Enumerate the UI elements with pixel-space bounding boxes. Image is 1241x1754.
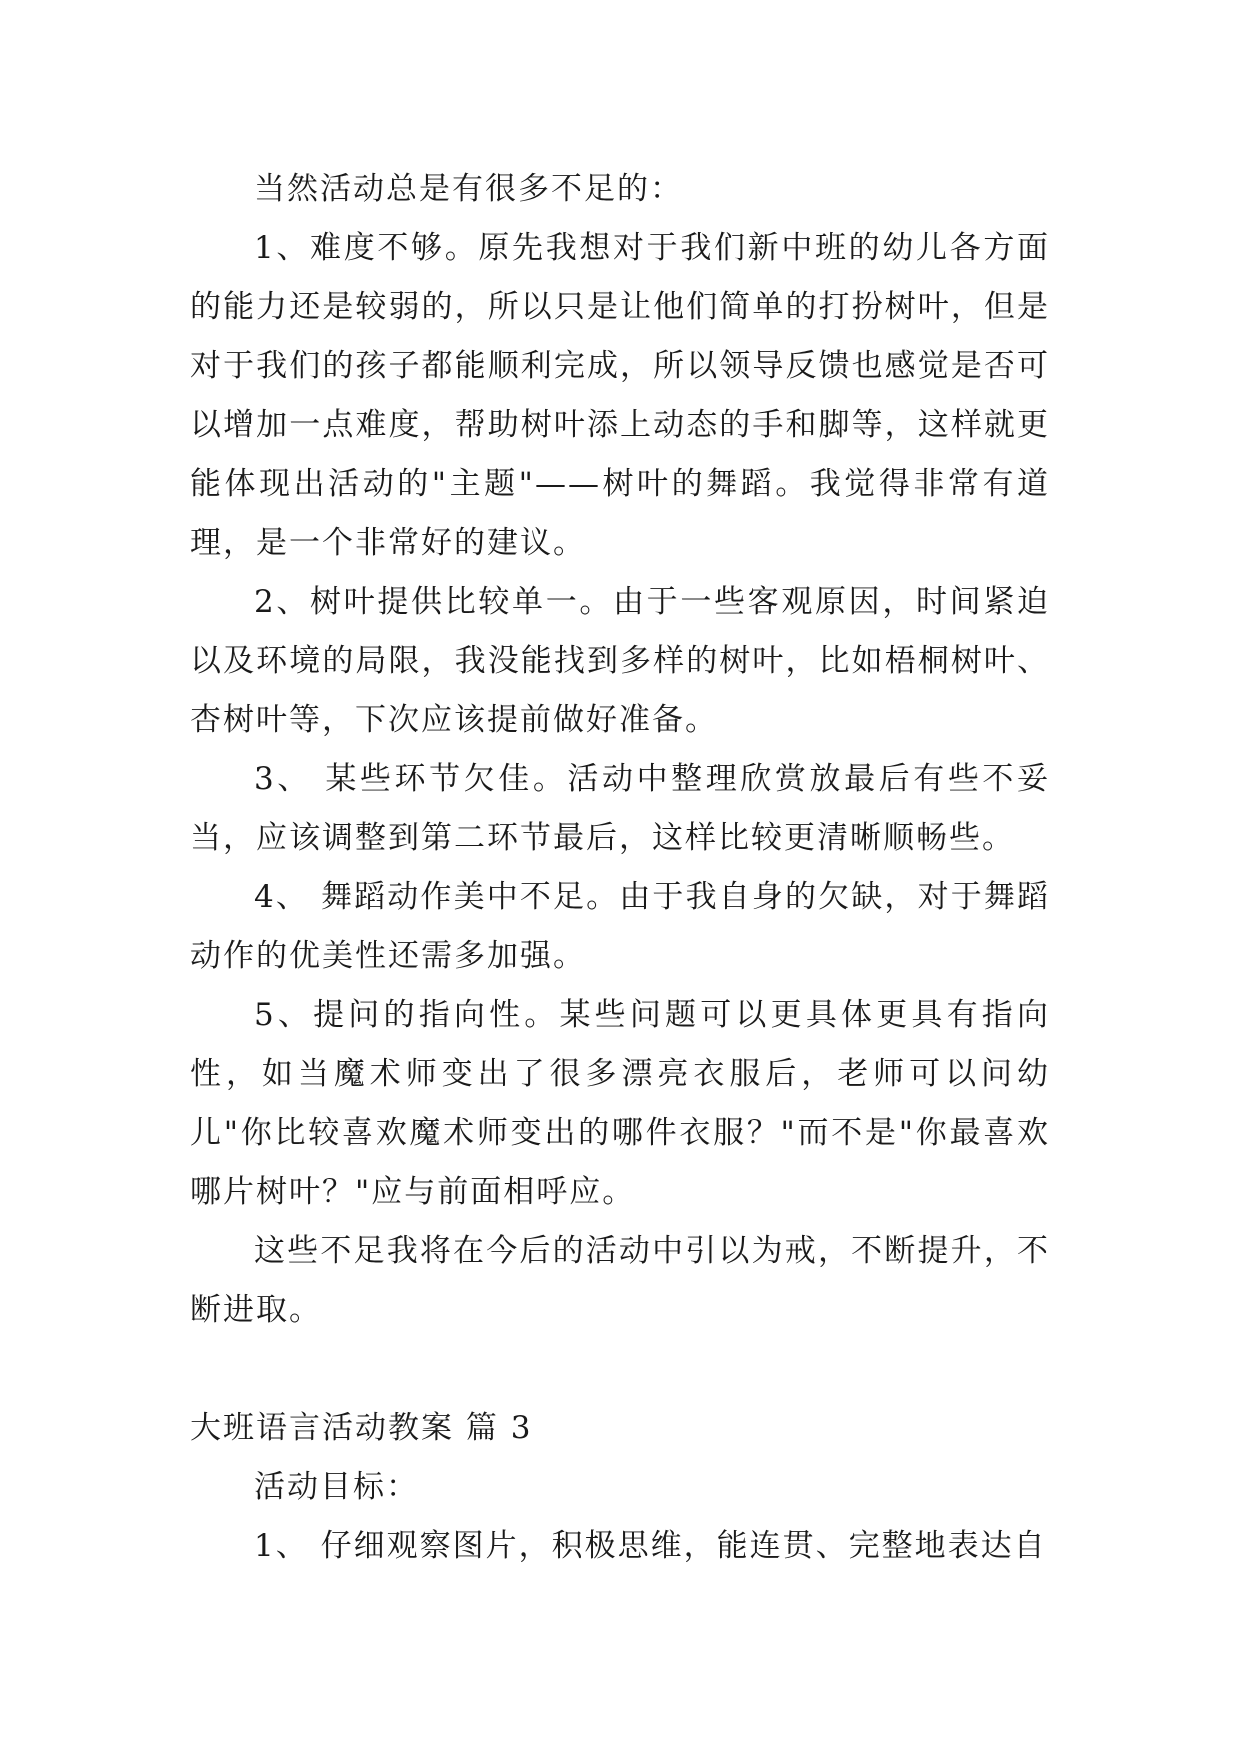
paragraph-activity-goals: 活动目标： (254, 1469, 419, 1505)
paragraph-point-5: 5、提问的指向性。某些问题可以更具体更具有指向性，如当魔术师变出了很多漂亮衣服后，老师可以问幼儿"你比较喜欢魔术师变出的哪件衣服？"而不是"你最喜欢哪片树叶？"应与前面相呼应。 (190, 997, 1050, 1210)
paragraph-goal-1: 1、 仔细观察图片，积极思维，能连贯、完整地表达自 (254, 1528, 1047, 1564)
paragraph-point-3: 3、 某些环节欠佳。活动中整理欣赏放最后有些不妥当，应该调整到第二环节最后，这样比较更清晰顺畅些。 (190, 761, 1050, 856)
section-heading: 大班语言活动教案 篇 3 (190, 1410, 533, 1446)
paragraph-point-4: 4、 舞蹈动作美中不足。由于我自身的欠缺，对于舞蹈动作的优美性还需多加强。 (190, 879, 1050, 974)
section-spacer (190, 1340, 1050, 1399)
paragraph-point-1: 1、难度不够。原先我想对于我们新中班的幼儿各方面的能力还是较弱的，所以只是让他们简单的打扮树叶，但是对于我们的孩子都能顺利完成，所以领导反馈也感觉是否可以增加一点难度，帮助树叶添上动态的手和脚等，这样就更能体现出活动的"主题"——树叶的舞蹈。我觉得非常有道理，是一个非常好的建议。 (190, 230, 1050, 561)
document-body (190, 160, 1050, 1576)
paragraph-intro: 当然活动总是有很多不足的： (254, 171, 683, 207)
paragraph-conclusion: 这些不足我将在今后的活动中引以为戒，不断提升，不断进取。 (190, 1233, 1050, 1328)
paragraph-point-2: 2、树叶提供比较单一。由于一些客观原因，时间紧迫以及环境的局限，我没能找到多样的树叶，比如梧桐树叶、杏树叶等，下次应该提前做好准备。 (190, 584, 1050, 738)
